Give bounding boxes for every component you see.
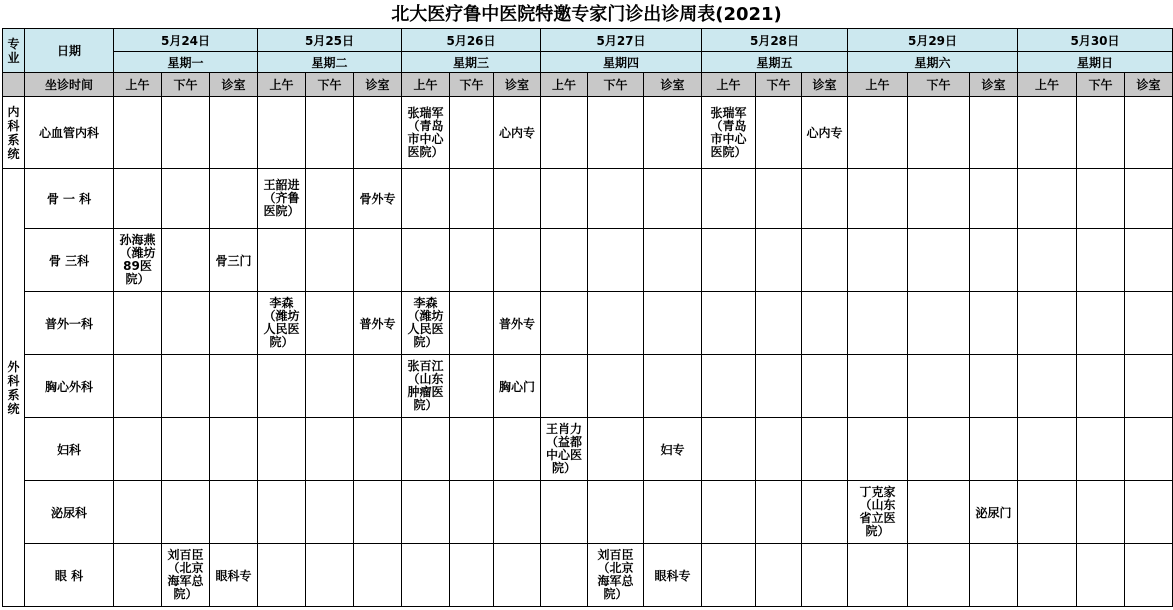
room-cell [970,544,1018,607]
pm-cell [162,292,210,355]
room-cell [494,544,541,607]
room-cell [1125,169,1173,229]
pm-cell [756,229,802,292]
am-cell [702,544,756,607]
room-cell [970,97,1018,169]
room-header: 诊室 [354,73,402,97]
room-cell [354,229,402,292]
am-cell [702,169,756,229]
pm-cell [306,355,354,418]
am-cell [114,169,162,229]
room-cell [644,229,702,292]
room-cell [210,481,258,544]
am-cell [848,169,908,229]
room-header: 诊室 [802,73,848,97]
pm-cell [588,97,644,169]
room-cell [210,169,258,229]
am-cell: 张瑞军 （青岛 市中心 医院） [702,97,756,169]
pm-cell: 刘百臣 （北京 海军总 院） [588,544,644,607]
pm-cell: 刘百臣 （北京 海军总 院） [162,544,210,607]
room-cell: 普外专 [354,292,402,355]
am-cell [848,229,908,292]
pm-cell [588,481,644,544]
room-cell: 心内专 [802,97,848,169]
pm-header: 下午 [588,73,644,97]
table-row [3,418,1173,481]
room-cell: 骨三门 [210,229,258,292]
room-cell [1125,229,1173,292]
am-cell: 王韶进 （齐鲁 医院） [258,169,306,229]
department-name: 泌尿科 [25,481,114,544]
am-cell [1018,481,1077,544]
pm-cell [306,229,354,292]
am-cell [1018,229,1077,292]
am-cell [402,229,450,292]
room-cell [644,169,702,229]
pm-cell [756,97,802,169]
specialty-header: 专业 [3,29,25,73]
room-cell: 骨外专 [354,169,402,229]
pm-header: 下午 [162,73,210,97]
day-date: 5月25日 [258,29,402,52]
am-cell [114,355,162,418]
pm-cell [908,292,970,355]
room-cell [1125,481,1173,544]
table-row [3,229,1173,292]
pm-cell [162,355,210,418]
pm-cell [306,169,354,229]
am-cell [258,355,306,418]
table-row [3,97,1173,169]
room-cell [802,355,848,418]
room-cell [802,292,848,355]
department-name: 胸心外科 [25,355,114,418]
am-cell [258,229,306,292]
pm-cell [908,355,970,418]
department-name: 眼 科 [25,544,114,607]
am-cell [541,292,588,355]
am-cell [541,544,588,607]
am-cell [402,418,450,481]
room-cell [644,292,702,355]
am-cell [702,481,756,544]
am-cell [848,544,908,607]
am-cell [1018,544,1077,607]
am-cell [702,229,756,292]
am-cell: 张百江 （山东 肿瘤医 院） [402,355,450,418]
room-cell [1125,292,1173,355]
day-weekday: 星期二 [258,52,402,73]
pm-cell [588,229,644,292]
room-cell [494,418,541,481]
am-header: 上午 [258,73,306,97]
time-header: 坐诊时间 [25,73,114,97]
pm-cell [450,97,494,169]
day-date: 5月28日 [702,29,848,52]
am-cell [1018,355,1077,418]
day-weekday: 星期四 [541,52,702,73]
pm-cell [756,418,802,481]
page-title: 北大医疗鲁中医院特邀专家门诊出诊周表(2021) [391,4,782,25]
pm-cell [908,418,970,481]
category-surgery: 外科系统 [3,169,25,607]
room-cell [210,97,258,169]
pm-cell [588,292,644,355]
room-cell: 眼科专 [644,544,702,607]
room-cell: 眼科专 [210,544,258,607]
am-cell [258,544,306,607]
pm-cell [162,229,210,292]
pm-cell [1077,292,1125,355]
pm-cell [908,229,970,292]
am-cell [702,355,756,418]
am-cell [402,544,450,607]
am-cell [541,97,588,169]
am-cell [114,544,162,607]
day-weekday: 星期六 [848,52,1018,73]
am-cell [848,355,908,418]
department-name: 心血管内科 [25,97,114,169]
table-row [3,481,1173,544]
pm-cell [908,544,970,607]
room-cell [494,229,541,292]
am-header: 上午 [848,73,908,97]
room-cell [802,229,848,292]
pm-header: 下午 [908,73,970,97]
am-cell [114,97,162,169]
corner-cell [3,73,25,97]
room-cell [802,169,848,229]
department-name: 妇科 [25,418,114,481]
day-date: 5月30日 [1018,29,1173,52]
am-cell [114,418,162,481]
pm-cell [450,481,494,544]
am-cell [258,97,306,169]
day-weekday: 星期一 [114,52,258,73]
am-cell [848,418,908,481]
pm-header: 下午 [450,73,494,97]
room-cell [1125,544,1173,607]
pm-cell [450,418,494,481]
day-date: 5月24日 [114,29,258,52]
day-date: 5月27日 [541,29,702,52]
room-cell: 心内专 [494,97,541,169]
room-cell [970,169,1018,229]
category-internal: 内科系统 [3,97,25,169]
am-cell [402,481,450,544]
am-cell [541,355,588,418]
day-date: 5月29日 [848,29,1018,52]
am-cell [402,169,450,229]
room-cell: 普外专 [494,292,541,355]
am-cell [848,97,908,169]
pm-cell [908,97,970,169]
pm-cell [588,169,644,229]
schedule-table [2,28,1173,607]
pm-cell [1077,169,1125,229]
pm-cell [1077,229,1125,292]
room-cell [644,481,702,544]
room-cell: 泌尿门 [970,481,1018,544]
room-cell [210,292,258,355]
pm-cell [1077,544,1125,607]
room-header: 诊室 [1125,73,1173,97]
am-cell [541,169,588,229]
am-cell [702,292,756,355]
pm-cell [450,544,494,607]
room-cell [210,355,258,418]
room-cell [354,418,402,481]
pm-cell [1077,481,1125,544]
am-cell [1018,97,1077,169]
room-cell [970,292,1018,355]
room-cell [802,418,848,481]
am-cell: 李森 （潍坊 人民医 院） [402,292,450,355]
date-header: 日期 [25,29,114,73]
pm-cell [162,481,210,544]
am-cell: 王肖力 （益都 中心医 院） [541,418,588,481]
room-cell [494,481,541,544]
am-cell [1018,169,1077,229]
am-cell: 李森 （潍坊 人民医 院） [258,292,306,355]
table-row [3,544,1173,607]
department-name: 普外一科 [25,292,114,355]
room-header: 诊室 [494,73,541,97]
am-cell [114,292,162,355]
pm-cell [450,169,494,229]
pm-cell [756,292,802,355]
day-date: 5月26日 [402,29,541,52]
pm-cell [450,229,494,292]
pm-cell [306,544,354,607]
room-cell: 胸心门 [494,355,541,418]
day-weekday: 星期三 [402,52,541,73]
pm-header: 下午 [306,73,354,97]
pm-cell [1077,418,1125,481]
day-weekday: 星期五 [702,52,848,73]
pm-cell [162,97,210,169]
am-header: 上午 [541,73,588,97]
pm-header: 下午 [756,73,802,97]
room-cell [970,229,1018,292]
room-cell [802,481,848,544]
room-cell [644,355,702,418]
table-row [3,292,1173,355]
department-name: 骨 三科 [25,229,114,292]
room-cell [644,97,702,169]
pm-cell [306,97,354,169]
room-cell: 妇专 [644,418,702,481]
room-cell [494,169,541,229]
room-header: 诊室 [644,73,702,97]
am-cell [541,481,588,544]
am-header: 上午 [402,73,450,97]
pm-cell [450,355,494,418]
pm-cell [908,169,970,229]
pm-cell [908,481,970,544]
room-header: 诊室 [210,73,258,97]
pm-cell [756,481,802,544]
room-cell [354,481,402,544]
room-cell [970,418,1018,481]
am-header: 上午 [1018,73,1077,97]
am-cell: 孙海燕 （潍坊 89医 院） [114,229,162,292]
am-cell [541,229,588,292]
pm-cell [756,544,802,607]
am-cell [848,292,908,355]
am-cell: 丁克家 （山东 省立医 院） [848,481,908,544]
pm-cell [588,418,644,481]
room-cell [354,544,402,607]
am-cell: 张瑞军 （青岛 市中心 医院） [402,97,450,169]
room-header: 诊室 [970,73,1018,97]
pm-cell [162,418,210,481]
am-cell [258,481,306,544]
room-cell [1125,418,1173,481]
pm-cell [306,481,354,544]
day-weekday: 星期日 [1018,52,1173,73]
pm-cell [756,355,802,418]
pm-cell [306,292,354,355]
pm-cell [306,418,354,481]
room-cell [354,97,402,169]
am-cell [702,418,756,481]
am-cell [1018,292,1077,355]
room-cell [354,355,402,418]
am-header: 上午 [114,73,162,97]
table-row [3,169,1173,229]
pm-cell [162,169,210,229]
table-row [3,355,1173,418]
room-cell [1125,355,1173,418]
am-cell [114,481,162,544]
pm-cell [756,169,802,229]
pm-cell [1077,97,1125,169]
room-cell [802,544,848,607]
am-header: 上午 [702,73,756,97]
department-name: 骨 一 科 [25,169,114,229]
pm-cell [1077,355,1125,418]
pm-cell [450,292,494,355]
pm-header: 下午 [1077,73,1125,97]
room-cell [210,418,258,481]
am-cell [1018,418,1077,481]
am-cell [258,418,306,481]
pm-cell [588,355,644,418]
room-cell [970,355,1018,418]
room-cell [1125,97,1173,169]
